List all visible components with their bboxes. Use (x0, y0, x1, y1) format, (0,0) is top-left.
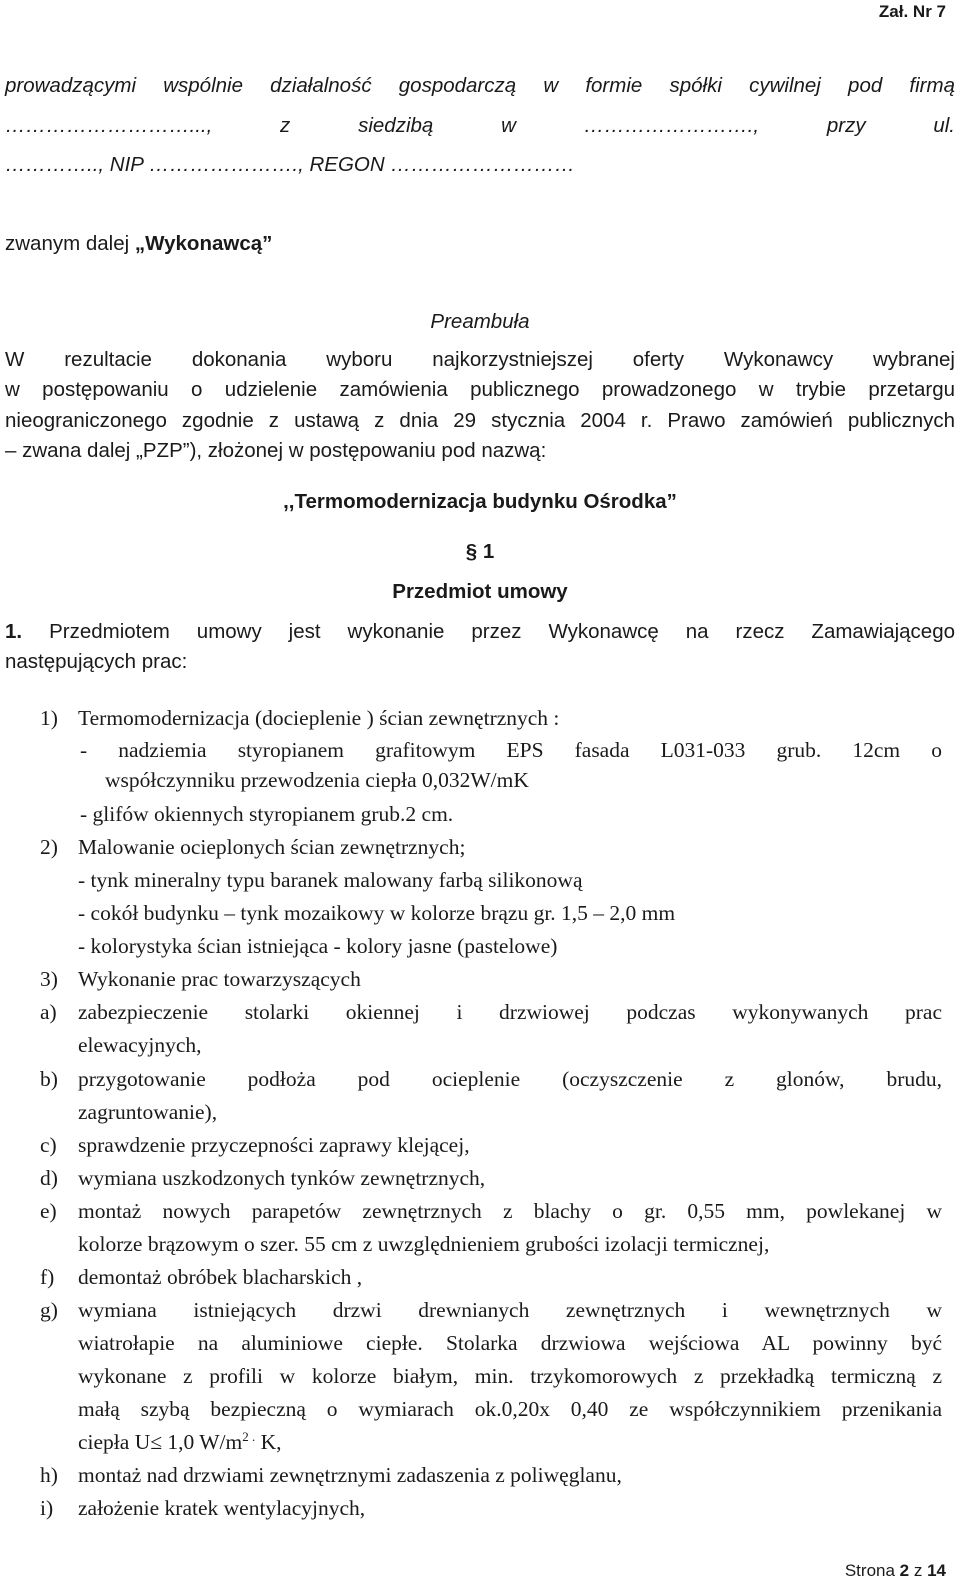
item-2-sub-1: - tynk mineralny typu baranek malowany farbą silikonową (78, 868, 583, 892)
section-number: § 1 (465, 540, 495, 563)
paragraph-1-line-1 (5, 620, 955, 644)
item-h-text: montaż nad drzwiami zewnętrznymi zadaszenia z poliwęglanu, (78, 1463, 622, 1487)
preamble-heading: Preambuła (430, 310, 530, 333)
intro-line-1: prowadzącymi wspólnie działalność gospodarczą w formie spółki cywilnej pod firmą (5, 74, 955, 97)
item-d-text: wymiana uszkodzonych tynków zewnętrznych, (78, 1166, 486, 1190)
contractor-name: „Wykonawcą” (134, 232, 273, 255)
preamble-line-4: – zwana dalej „PZP”), złożonej w postępowaniu pod nazwą: (5, 439, 547, 462)
item-g-line-1: wymiana istniejących drzwi drewnianych zewnętrznych i wewnętrznych w (78, 1298, 942, 1322)
item-f-text: demontaż obróbek blacharskich , (78, 1265, 363, 1289)
item-b-line-1: przygotowanie podłoża pod ocieplenie (oczyszczenie z glonów, brudu, (78, 1067, 942, 1091)
page-total: 14 (927, 1561, 946, 1580)
item-b-line-2: zagruntowanie), (78, 1100, 218, 1124)
contractor-prefix: zwanym dalej (5, 232, 135, 255)
paragraph-1-text: Przedmiotem umowy jest wykonanie przez Wykonawcę na rzecz Zamawiającego (49, 620, 956, 643)
item-g-marker: g) (40, 1298, 58, 1322)
item-2-marker: 2) (40, 835, 58, 859)
item-c-marker: c) (40, 1133, 57, 1157)
item-a-marker: a) (40, 1000, 57, 1024)
item-e-line-1: montaż nowych parapetów zewnętrznych z blachy o gr. 0,55 mm, powlekanej w (78, 1199, 942, 1223)
item-g-line-5-sup: 2 . (242, 1429, 256, 1444)
item-g-line-4: małą szybą bezpieczną o wymiarach ok.0,20x 0,40 ze współczynnikiem przenikania (78, 1397, 942, 1421)
item-g-line-3: wykonane z profili w kolorze białym, min. trzykomorowych z przekładką termiczną z (78, 1364, 942, 1388)
item-i-text: założenie kratek wentylacyjnych, (78, 1496, 366, 1520)
item-2-sub-3: - kolorystyka ścian istniejąca - kolory jasne (pastelowe) (78, 934, 558, 958)
preamble-line-3: nieograniczonego zgodnie z ustawą z dnia 29 stycznia 2004 r. Prawo zamówień publicznych (5, 409, 955, 432)
item-d-marker: d) (40, 1166, 58, 1190)
item-f-marker: f) (40, 1265, 55, 1289)
item-1-marker: 1) (40, 706, 58, 730)
item-h-marker: h) (40, 1463, 58, 1487)
page-label: Strona (844, 1561, 900, 1580)
item-a-line-1: zabezpieczenie stolarki okiennej i drzwiowej podczas wykonywanych prac (78, 1000, 942, 1024)
item-c-text: sprawdzenie przyczepności zaprawy klejącej, (78, 1133, 470, 1157)
attachment-label: Zał. Nr 7 (878, 2, 946, 21)
project-name: ,,Termomodernizacja budynku Ośrodka” (283, 490, 677, 513)
paragraph-1-line-2: następujących prac: (5, 650, 188, 673)
preamble-line-2: w postępowaniu o udzielenie zamówienia publicznego prowadzonego w trybie przetargu (5, 378, 955, 401)
item-a-line-2: elewacyjnych, (78, 1033, 202, 1057)
item-3-text: Wykonanie prac towarzyszących (78, 967, 361, 991)
intro-line-3: ………….., NIP …………………., REGON ……………………… (5, 153, 575, 176)
item-3-marker: 3) (40, 967, 58, 991)
page-current: 2 (899, 1561, 910, 1580)
item-1-text: Termomodernizacja (docieplenie ) ścian zewnętrznych : (78, 706, 560, 730)
item-g-line-2: wiatrołapie na aluminiowe ciepłe. Stolarka drzwiowa wejściowa AL powinny być (78, 1331, 942, 1355)
contractor-designation (5, 232, 955, 256)
item-g-line-5-pre: ciepła U≤ 1,0 W/m (78, 1430, 243, 1454)
item-2-text: Malowanie ocieplonych ścian zewnętrznych; (78, 835, 466, 859)
page-separator: z (909, 1561, 928, 1580)
section-title: Przedmiot umowy (392, 580, 568, 603)
item-1-sub-2: - glifów okiennych styropianem grub.2 cm. (80, 802, 454, 826)
item-1-sub-1-line-1: - nadziemia styropianem grafitowym EPS fasada L031-033 grub. 12cm o (80, 738, 942, 762)
item-g-line-5-post: K, (255, 1430, 282, 1454)
page-number (845, 1561, 946, 1581)
preamble-line-1: W rezultacie dokonania wyboru najkorzystniejszej oferty Wykonawcy wybranej (5, 348, 955, 371)
intro-line-2: ………………………..., z siedzibą w ……………………., przy ul. (5, 114, 955, 137)
item-e-line-2: kolorze brązowym o szer. 55 cm z uwzględnieniem grubości izolacji termicznej, (78, 1232, 770, 1256)
paragraph-1-number: 1. (5, 620, 23, 643)
item-i-marker: i) (40, 1496, 54, 1520)
item-e-marker: e) (40, 1199, 57, 1223)
item-b-marker: b) (40, 1067, 58, 1091)
item-g-line-5 (78, 1429, 282, 1455)
item-1-sub-1-line-2: współczynniku przewodzenia ciepła 0,032W/mK (105, 768, 529, 792)
item-2-sub-2: - cokół budynku – tynk mozaikowy w kolorze brązu gr. 1,5 – 2,0 mm (78, 901, 676, 925)
